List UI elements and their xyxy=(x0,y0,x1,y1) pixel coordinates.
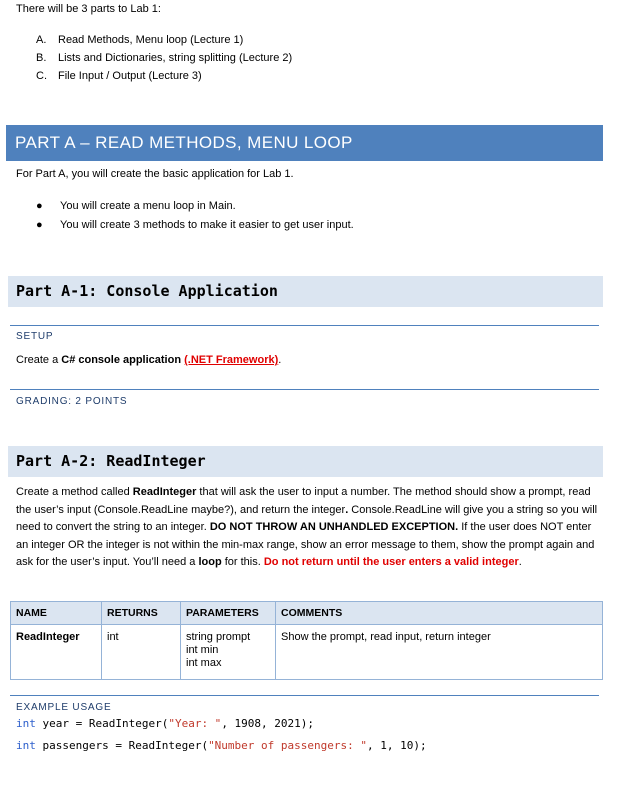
net-framework-link[interactable]: (.NET Framework) xyxy=(184,354,279,366)
list-item: A. Read Methods, Menu loop (Lecture 1) xyxy=(36,34,244,46)
code-line: int year = ReadInteger("Year: ", 1908, 2021); xyxy=(16,717,315,730)
setup-label: SETUP xyxy=(16,331,54,342)
part-a-bullets xyxy=(36,197,354,235)
list-item: C. File Input / Output (Lecture 3) xyxy=(36,70,202,82)
table-cell: ReadInteger xyxy=(11,625,102,680)
table-row xyxy=(11,625,603,680)
list-item: B. Lists and Dictionaries, string splitting (Lecture 2) xyxy=(36,52,293,64)
divider xyxy=(10,695,599,696)
divider xyxy=(10,389,599,390)
column-header: COMMENTS xyxy=(276,602,603,625)
table-header-row xyxy=(11,602,603,625)
grading-label: GRADING: 2 POINTS xyxy=(16,396,128,407)
table-cell: int xyxy=(102,625,181,680)
bullet-icon: ● xyxy=(36,219,43,231)
column-header: NAME xyxy=(11,602,102,625)
setup-text: Create a C# console application (.NET Framework). xyxy=(16,354,282,366)
table-cell: Show the prompt, read input, return integer xyxy=(276,625,603,680)
intro-text: There will be 3 parts to Lab 1: xyxy=(16,3,161,15)
bullet-icon: ● xyxy=(36,200,43,212)
part-a-heading: PART A – READ METHODS, MENU LOOP xyxy=(6,125,603,161)
column-header: PARAMETERS xyxy=(181,602,276,625)
part-a-description: For Part A, you will create the basic application for Lab 1. xyxy=(16,168,294,180)
divider xyxy=(10,325,599,326)
part-a2-heading: Part A-2: ReadInteger xyxy=(8,446,603,477)
method-table xyxy=(10,601,603,680)
column-header: RETURNS xyxy=(102,602,181,625)
example-usage-label: EXAMPLE USAGE xyxy=(16,702,112,713)
parts-list xyxy=(36,31,292,85)
readinteger-description: Create a method called ReadInteger that will ask the user to input a number. The method should show a prompt, read the user’s input (Console.ReadLine maybe?), and return the integer. Console.ReadLine will give you a string so you will need to convert the string to an integer. DO NOT THROW AN UNHANDLED EXCEPTION. If the user does NOT enter an integer OR the integer is not within the min-max range, show an error message to them, show the prompt again and ask for the user’s input. You’ll need a loop for this. Do not return until the user enters a valid integer. xyxy=(16,486,598,568)
list-item: ● You will create a menu loop in Main. xyxy=(36,197,354,216)
table-cell: string prompt int min int max xyxy=(181,625,276,680)
list-item: ● You will create 3 methods to make it easier to get user input. xyxy=(36,216,354,235)
part-a1-heading: Part A-1: Console Application xyxy=(8,276,603,307)
code-line: int passengers = ReadInteger("Number of passengers: ", 1, 10); xyxy=(16,739,427,752)
